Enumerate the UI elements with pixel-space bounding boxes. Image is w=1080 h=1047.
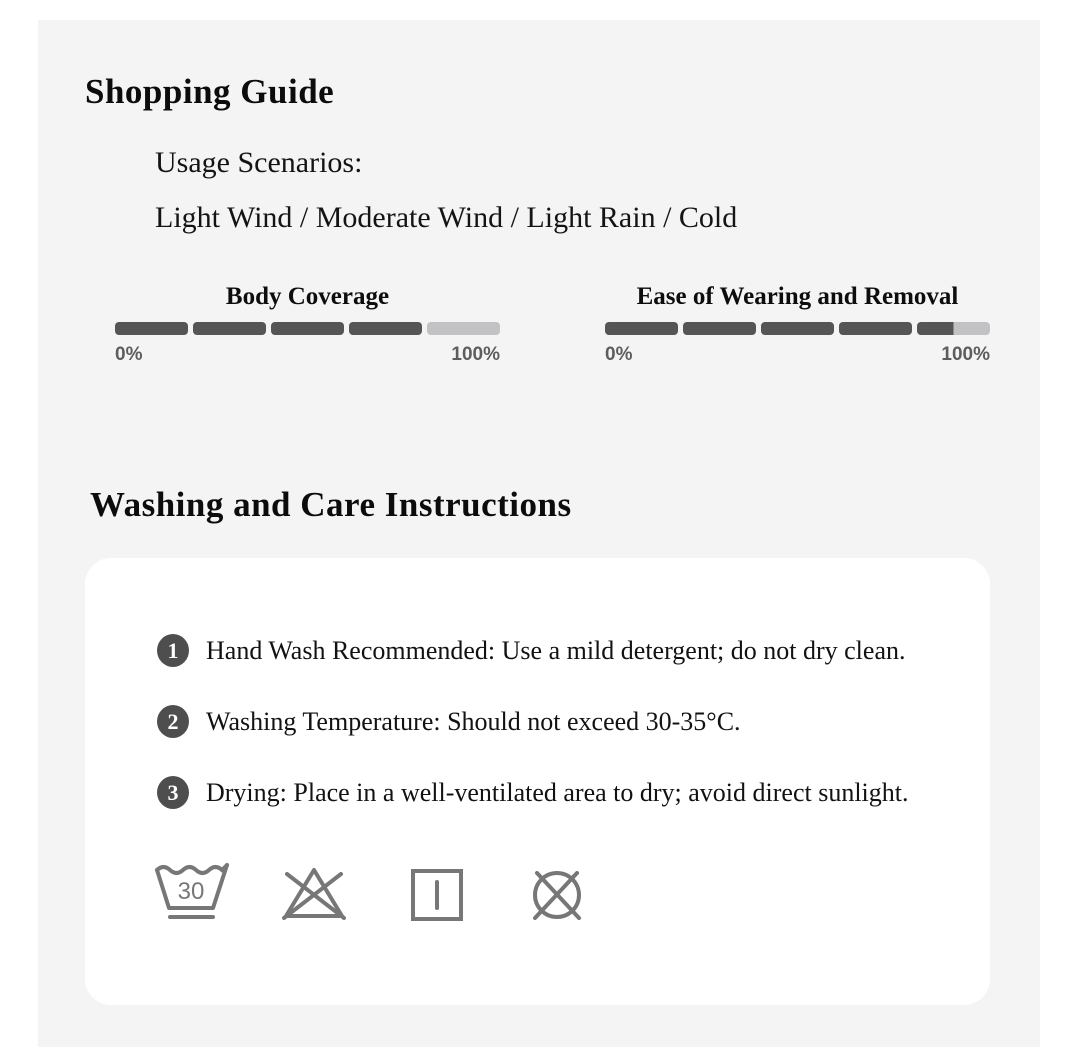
care-item-text: Hand Wash Recommended: Use a mild detergent; do not dry clean.	[206, 635, 906, 665]
care-instructions-card	[85, 558, 990, 1005]
rating-bar-segment	[427, 322, 500, 335]
rating-bar-segment	[605, 322, 678, 335]
numbered-circle-3-icon: 3	[157, 776, 189, 809]
rating-scale	[605, 344, 990, 366]
rating-min-label: 0%	[115, 344, 143, 365]
rating-label: Ease of Wearing and Removal	[636, 283, 959, 310]
rating-bar-segment	[115, 322, 188, 335]
svg-text:30: 30	[177, 878, 205, 905]
care-item-text: Drying: Place in a well-ventilated area to dry; avoid direct sunlight.	[206, 777, 909, 807]
numbered-circle-2-icon: 2	[157, 705, 189, 738]
rating-bar-segment	[917, 322, 990, 335]
usage-scenarios-label: Usage Scenarios:	[155, 146, 363, 179]
rating-ease-of-wearing	[605, 283, 990, 366]
care-item	[157, 705, 741, 738]
rating-bar-segment	[683, 322, 756, 335]
drip-dry-icon	[410, 868, 464, 922]
rating-min-label: 0%	[605, 344, 633, 365]
rating-bar-segment	[271, 322, 344, 335]
rating-bar	[605, 322, 990, 335]
rating-max-label: 100%	[451, 344, 500, 365]
rating-bar-segment	[761, 322, 834, 335]
do-not-bleach-icon	[276, 863, 352, 923]
rating-max-label: 100%	[941, 344, 990, 365]
rating-body-coverage	[115, 283, 500, 366]
numbered-circle-1-icon: 1	[157, 634, 189, 667]
rating-bar-segment	[839, 322, 912, 335]
wash-30-icon	[153, 861, 232, 923]
care-item-text: Washing Temperature: Should not exceed 30-35°C.	[206, 706, 741, 736]
rating-bar-segment	[349, 322, 422, 335]
rating-scale	[115, 344, 500, 366]
usage-scenarios-value: Light Wind / Moderate Wind / Light Rain / Cold	[155, 201, 738, 234]
rating-bar	[115, 322, 500, 335]
content-panel	[38, 20, 1040, 1047]
rating-bar-segment	[193, 322, 266, 335]
rating-label: Body Coverage	[225, 283, 390, 310]
shopping-guide-title: Shopping Guide	[85, 72, 335, 111]
care-item	[157, 776, 909, 809]
do-not-dry-clean-icon	[529, 868, 585, 922]
care-instructions-title: Washing and Care Instructions	[90, 485, 572, 524]
care-item	[157, 634, 906, 667]
